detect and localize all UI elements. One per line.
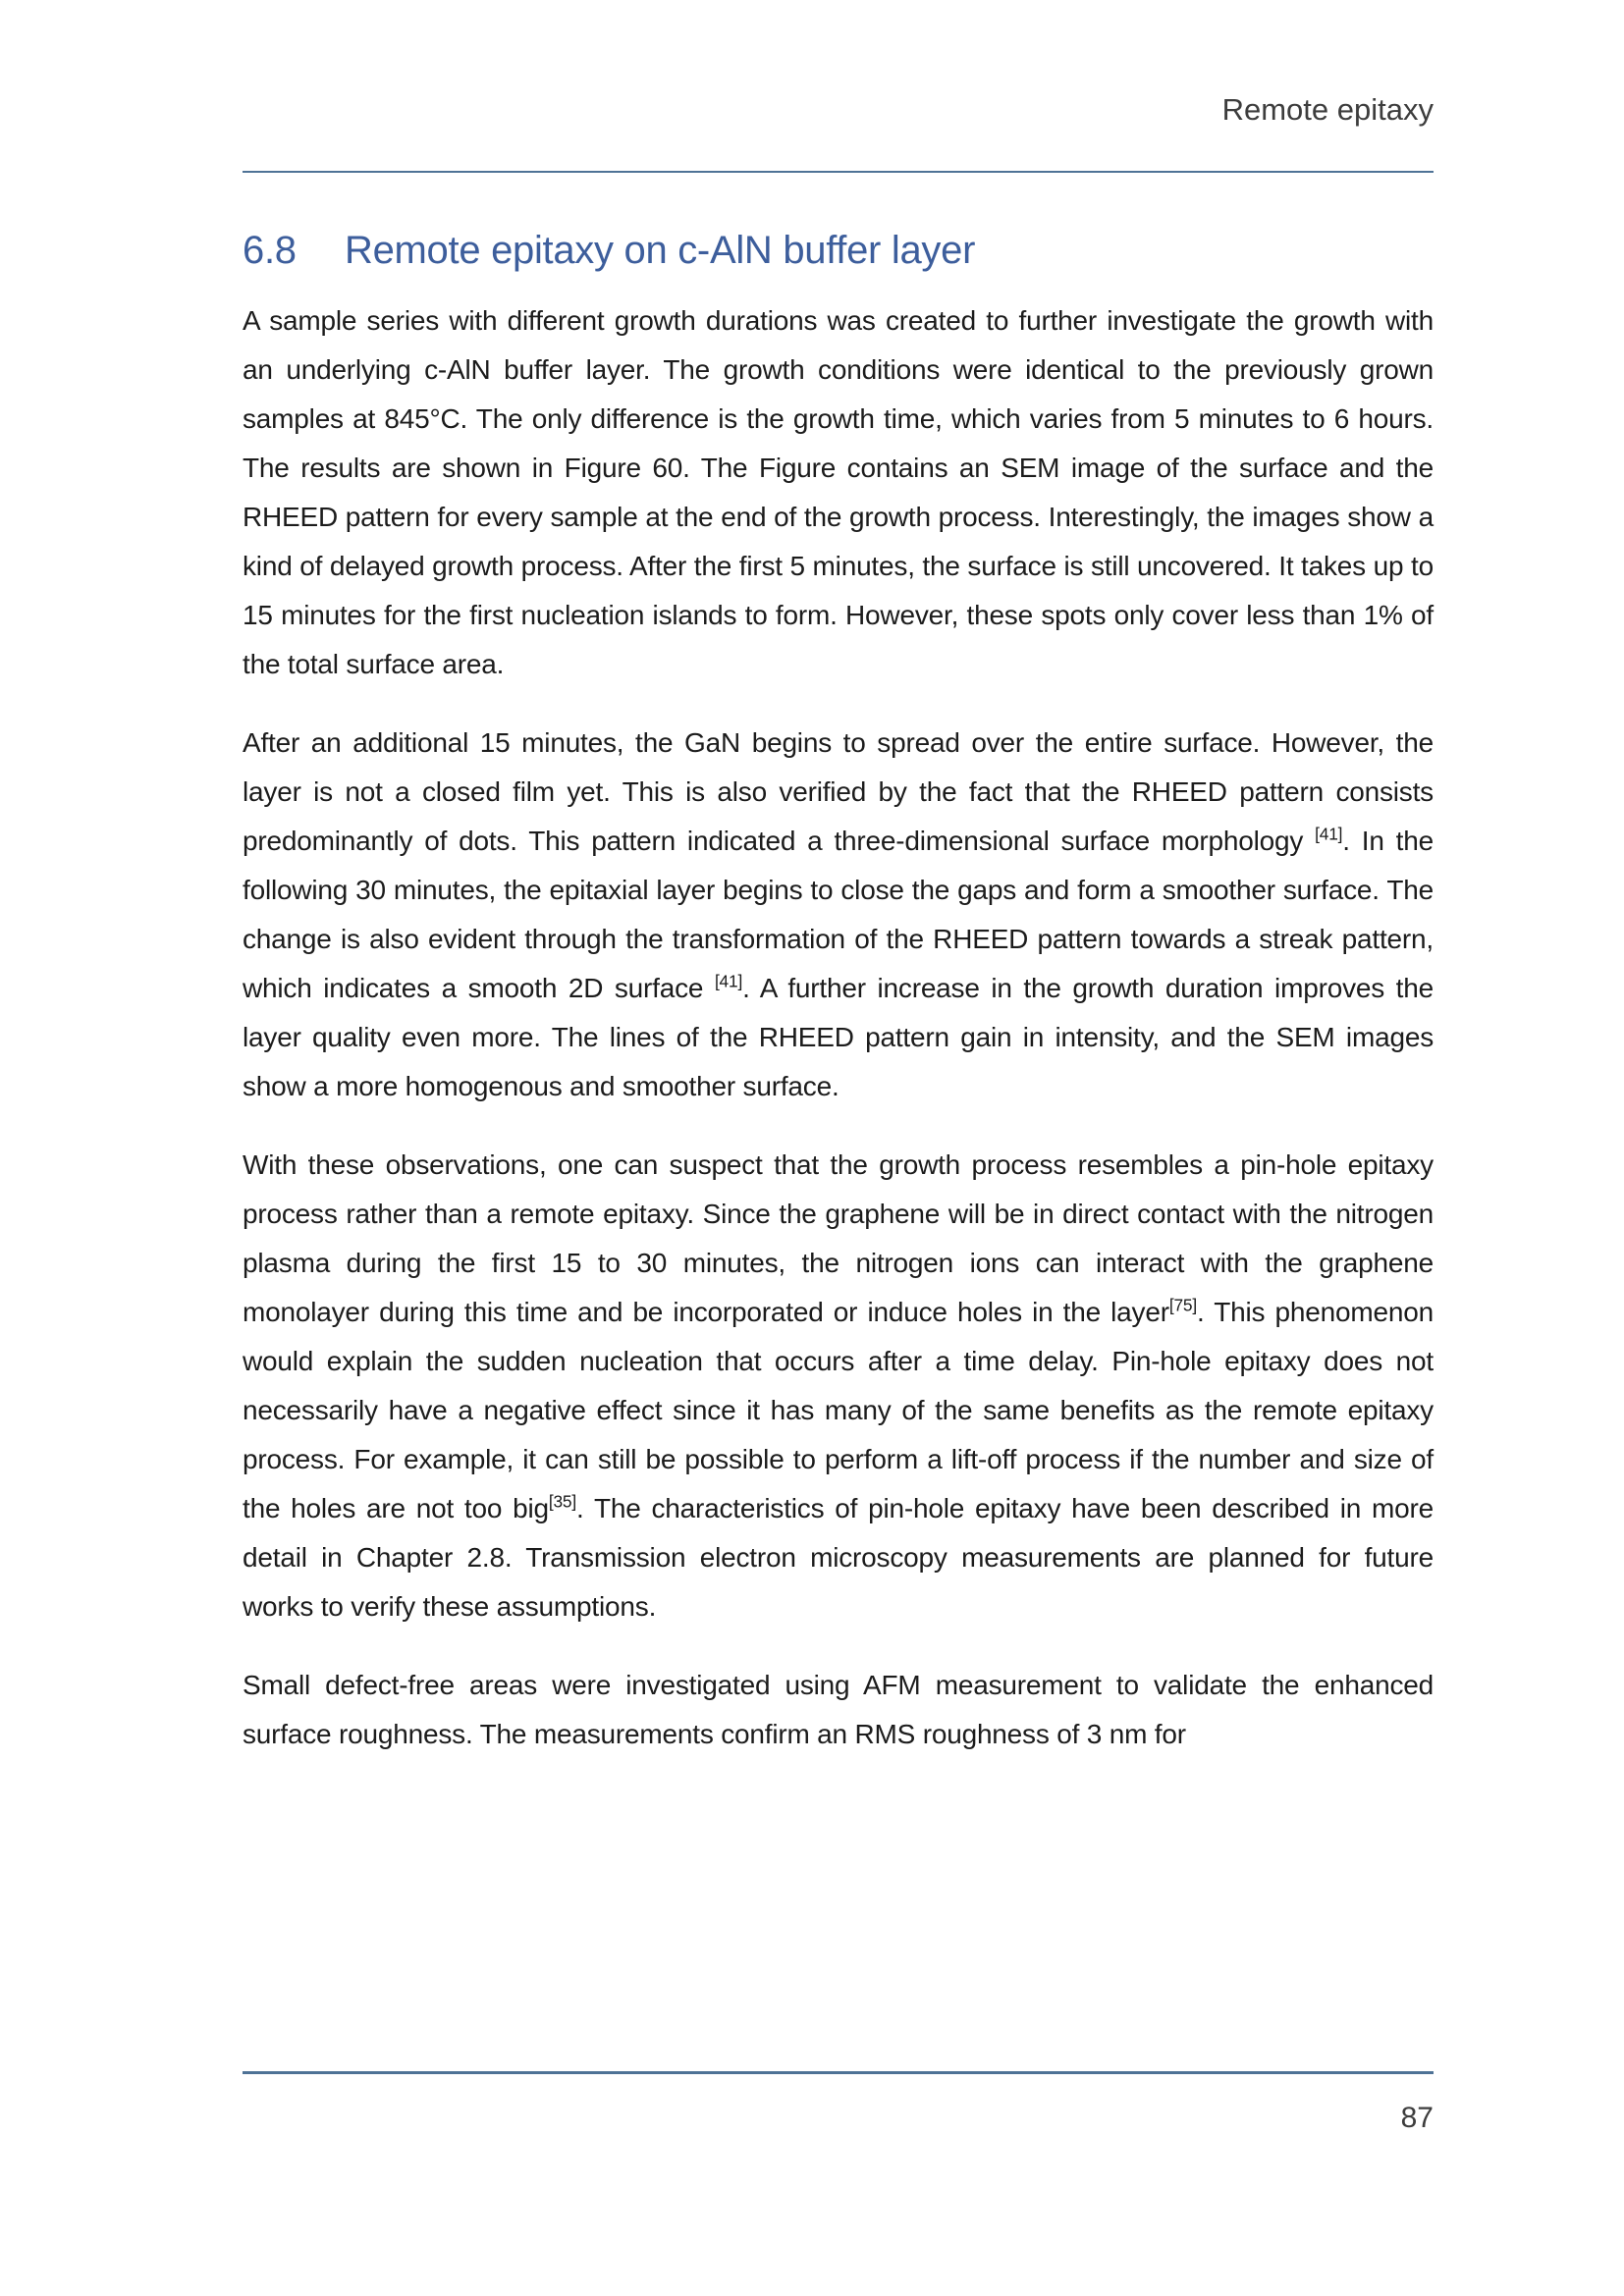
citation-ref: [75] [1168,1295,1197,1315]
section-heading [243,226,1434,275]
paragraph-text: With these observations, one can suspect that the growth process resembles a pin-hole epitaxy process rather than a remote epitaxy. Since the graphene will be in direct contact with the nitrogen plasma during the first 15 to 30 minutes, the nitrogen ions can interact with the graphene monolayer during this time and be incorporated or induce holes in the layer [243,1149,1434,1327]
paragraph-text: . A further increase in the growth duration improves the layer quality even more. The lines of the RHEED pattern gain in intensity, and the SEM images show a more homogenous and smoother surface. [243,973,1435,1101]
body-paragraphs [243,296,1434,1759]
header-rule [243,171,1434,173]
paragraph [243,719,1434,1111]
paragraph [243,1141,1434,1631]
page-body [243,226,1434,1759]
section-number: 6.8 [243,229,297,272]
paragraph-text: After an additional 15 minutes, the GaN begins to spread over the entire surface. However, the layer is not a closed film yet. This is also verified by the fact that the RHEED pattern consists predominantly of dots. This pattern indicated a three-dimensional surface morphology [243,727,1434,856]
paragraph-text: . The characteristics of pin-hole epitaxy have been described in more detail in Chapter 2.8. Transmission electron microscopy measurements are planned for future works to verify these assumptions. [243,1493,1434,1622]
paragraph [243,1661,1434,1759]
citation-ref: [41] [1315,824,1343,844]
paragraph-text: . In the following 30 minutes, the epitaxial layer begins to close the gaps and form a smoother surface. The change is also evident through the transformation of the RHEED pattern towards a streak pattern, which indicates a smooth 2D surface [243,826,1434,1003]
running-header: Remote epitaxy [1221,92,1434,127]
paragraph-text: Small defect-free areas were investigated using AFM measurement to validate the enhanced surface roughness. The measurements confirm an RMS roughness of 3 nm for [243,1670,1434,1749]
footer-rule [243,2071,1434,2074]
citation-ref: [35] [548,1491,577,1512]
section-title: Remote epitaxy on c-AlN buffer layer [345,229,976,272]
citation-ref: [41] [714,971,743,991]
paragraph-text: A sample series with different growth durations was created to further investigate the growth with an underlying c-AlN buffer layer. The growth conditions were identical to the previously grown samples at 845°C. The only difference is the growth time, which varies from 5 minutes to 6 hours. The results are shown in Figure 60. The Figure contains an SEM image of the surface and the RHEED pattern for every sample at the end of the growth process. Interestingly, the images show a kind of delayed growth process. After the first 5 minutes, the surface is still uncovered. It takes up to 15 minutes for the first nucleation islands to form. However, these spots only cover less than 1% of the total surface area. [243,305,1434,679]
page-number: 87 [1400,2102,1434,2134]
paragraph-text: . This phenomenon would explain the sudden nucleation that occurs after a time delay. Pin-hole epitaxy does not necessarily have a negative effect since it has many of the same benefits as the remote epitaxy process. For example, it can still be possible to perform a lift-off process if the number and size of the holes are not too big [243,1297,1434,1523]
paragraph [243,296,1434,689]
